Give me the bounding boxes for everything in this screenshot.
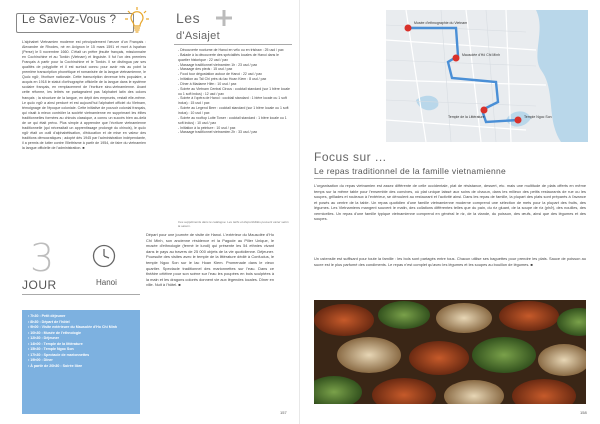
schedule-item: • 14h00 : Temple de la littérature [28,341,83,346]
asiajet-note: Ces suppléments dans le catalogue. Les tarifs et disponibilités peuvent varier selon la saison. [178,220,289,228]
clock-icon [92,244,116,268]
map-label-ethnography: Musée d'ethnographie du Vietnam [414,21,468,25]
asiajet-item: - Massage traditionnel vietnamien 1h : 23 usd / pax [178,62,258,67]
focus-text-2: Un ustensile est suffisant pour toute la famille : les bols sont partagés entre tous. Chacun utilise ses baguettes pour prendre les plats. Sauce de poisson au sucre est le plus parfumé des condiments. Le repas n'est complet qu'avec les légumes et les soupes au bouillon de légumes. ■ [314,256,586,267]
day-description: Départ pour une journée de visite de Hanoi. L'extérieur du Mausolée d'Ho Chi Minh, son ancienne résidence et la Pagode au Pilier Unique, le musée d'ethnologie (fermé le lundi) qui présente les 54 ethnies vivant dans le pays au travers de 25 000 objets de la vie quotidienne. Déjeuner. Poursuite des visites avec le temple de la littérature dédié à Confucius, le temple Ngoc Son sur le lac Hoan Kiem. Promenade dans le vieux quartier. Spectacle traditionnel des marionnettes sur l'eau. Dans ce théâtre célèbre pour son scène sur l'eau les poupées en bois sculptées à la main et les dragons colorés donnent vie aux légendes locales. Dîner en ville. Nuit à l'hôtel. ■ [146,232,274,288]
map-label-mausoleum: Mausolée d'Hô Chi Minh [462,53,501,57]
plus-icon [216,10,232,26]
focus-divider [314,178,444,179]
lightbulb-icon [124,6,150,36]
map-pin-ngoc-son [515,117,522,124]
asiajet-item: - Massage traditionnel vietnamien 2h : 33 usd / pax [178,130,258,135]
schedule-item: • 9h00 : Visite extérieure du Mausolée d'Ho Chi Minh [28,325,118,329]
les-title: Les [176,10,201,26]
asiajet-item: - Dîner à Madame Hiền : 10 usd / pax [178,81,237,86]
city-label: Hanoi [96,278,117,287]
asiajet-item: - Food tour dégustation autour de Hanoi : 22 usd / pax [178,72,263,77]
food-photo-graphic [314,300,586,404]
route-map [386,10,588,142]
map-label-ngoc-son: Temple Ngoc Son [524,115,552,119]
asiajet-item: - Découverte nocturne de Hanoi en vélo ou en trishaw : 25 usd / pax [178,48,284,52]
day-divider [22,294,140,295]
map-label-literature: Temple de la Littérature [448,115,485,119]
page-number-right: 158 [580,410,587,415]
schedule-item: • 17h30 : Spectacle de marionnettes [28,352,90,357]
map-pin-ethnography [405,25,412,32]
asiajet-item: - Massage des pieds : 15 usd / pax [178,67,233,72]
asiajet-title: d'Asiajet [176,30,220,42]
focus-title: Focus sur ... [314,150,387,164]
saviez-title: Le Saviez-Vous ? [22,14,117,26]
day-number: 3 [30,236,55,280]
focus-text-1: L'organisation du repas vietnamien est assez différente de celle occidentale, plat de résistance, dessert, etc. mais une multitude de plats offerts en même temps sur la même table pour l'ensemble des convives, où plat unique laissé aux soins de chacun, dans les milieux des petits restaurants de rue ou les soupes, grillades et rouleaux à l'extérieur, se déroulent au restaurant et l'activité ainsi. Dans les repas de famille, la plupart des plats sont préparés à l'avance et posés au centre de la table. Un repas quotidien d'une famille vietnamienne moderne comprend une sélection de mets pour la plupart des fruits, des légumes. Les Vietnamiens mangent souvent le matin, des collations différentes telles que du pain, du riz gluant, de la soupe de riz (phở), des nouilles, des vermicelles. Un repas d'une famille typique vietnamienne comprend en général le riz, de la viande, du poisson, des œufs, ainsi que des légumes et des soupes. [314,183,586,222]
map-graphic [386,10,588,142]
schedule-item: • 15h30 : Temple Ngoc Son [28,347,74,351]
asiajet-item: - Balade à la découverte des spécialités locales de Hanoi dans le quartier historique : 22 usd / pax [178,52,279,62]
asiajet-item: - Initiation à la peinture : 10 usd / pax [178,125,236,130]
right-page [300,0,600,424]
map-pin-literature [481,107,488,114]
day-schedule [22,310,140,414]
food-photo [314,300,586,404]
asiajet-divider [174,44,292,45]
asiajet-item: - Soirée au Legend Beer : cocktail standard (sur 1 bière locale ou 1 soft indus) : 10 usd / pax [178,106,289,115]
schedule-item: • À partir de 20h30 : Soirée libre [28,363,83,368]
asiajet-item: - Soirée au Vietnam Central Circus : cocktail standard (sur 1 bière locale ou 1 soft indus) : 12 usd / pax [178,86,290,96]
schedule-item: • 19h00 : Dîner [28,358,53,362]
schedule-item: • 10h30 : Musée de l'ethnologie [28,330,82,335]
day-label: JOUR [22,278,57,292]
page-number-left: 157 [280,410,287,415]
map-pin-mausoleum [453,55,460,62]
schedule-item: • 7h30 : Petit déjeuner [28,314,66,318]
asiajet-item: - Soirée au rooftop Lotte Tower : cocktail standard : 1 bière locale ou 1 soft indus) : 10 usd / pax [178,115,287,125]
asiajet-item: - Soirée à l'opéra de Hanoi : cocktail standard : 1 bière locale ou 1 soft indus) : 15 usd / pax [178,96,287,106]
schedule-item: • 12h30 : Déjeuner [28,336,60,340]
saviez-text: L'alphabet Vietnamien moderne est principalement l'œuvre d'un Français : Alexandre de Rhodes, né en Avignon le 15 mars 1591 et mort à Ispahan (Perse) le 5 novembre 1660. C'était un prêtre jésuite français, missionnaire en Cochinchine et au Tonkin (Vietnam) et linguiste. Il fut l'un des premiers Français à partir pour la Cochinchine et le Tonkin. Il se distingua par ses qualités de polyglotte et il est surtout connu pour avoir mis au point la première transcription phonétique et romanisée de la langue vietnamienne, le Quốc ngữ, l'écriture nationale. Cette transcription devenue très populaire, a acquis en 1918 le statut d'orthographe officielle de la langue dans le système scolaire français, en remplacement de l'écriture sino-vietnamienne. Avant cette réforme, les lettrés ne partageaient pas l'alphabet latin des colons français ; la structure de la langue, en dépit des emprunts, restait elle-même. Le quốc ngữ a ainsi perduré et est aujourd'hui l'alphabet officiel du Vietnam, témoignage de l'époque coloniale. Cette initiative de pouvoir colonial français, qui visait à mieux contrôler la société vietnamienne en supprimant les élites traditionnelles formées au chinois classique, a connu un succès bien au-delà de ce qui était prévu. Plus simple à apprendre que l'écriture vietnamienne traditionnelle (qui nécessitait un apprentissage prolongé du chinois), le quốc ngữ était un outil d'alphabétisation, d'éducation et de mise en valeur des traditions démocratiques ; adopté dès 1945 par l'administration indépendante, il a permis de lutter contre l'illettrisme à partir de 1954, de faire du vietnamien la langue officielle de l'administration. ■ [22,40,146,150]
schedule-item: • 8h30 : Départ de l'hôtel [28,319,70,324]
asiajet-item: - Initiation au Taï Chi près du lac Hoan Kiem : 8 usd / pax [178,77,267,82]
asiajet-list [178,48,290,135]
focus-subtitle: Le repas traditionnel de la famille vietnamienne [314,166,507,176]
